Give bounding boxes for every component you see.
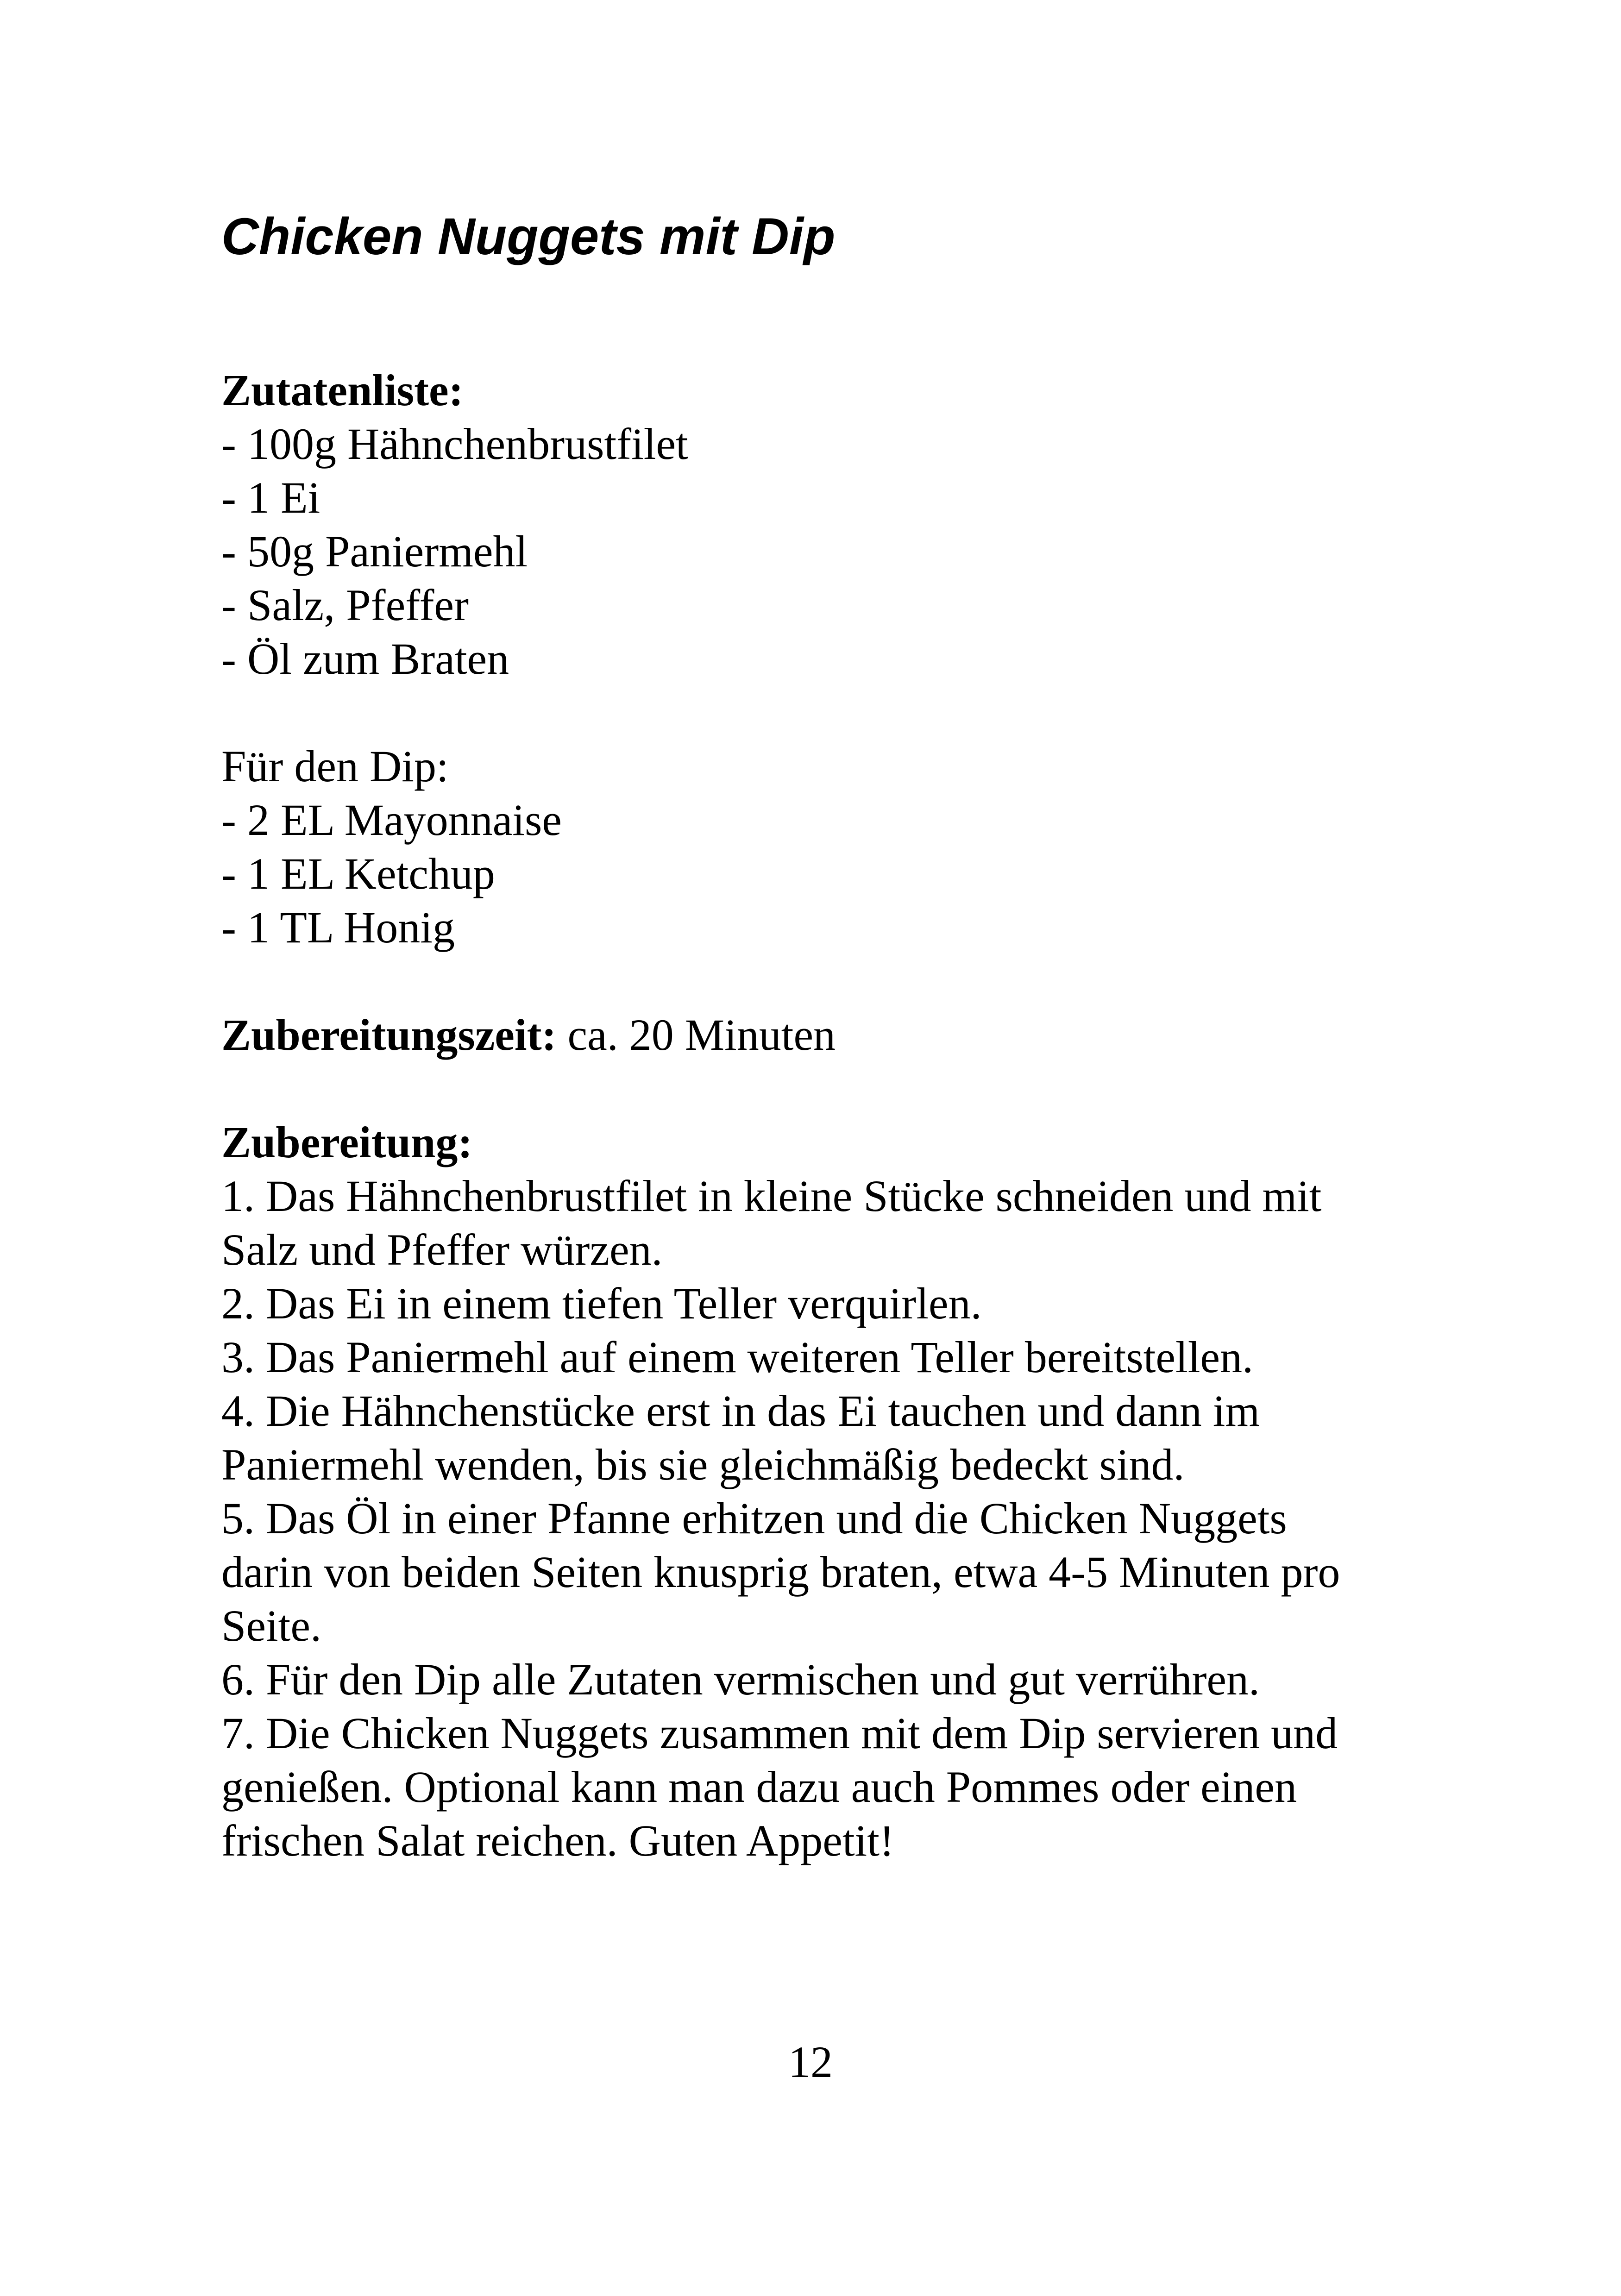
recipe-body xyxy=(221,364,1426,1868)
preparation-line: genießen. Optional kann man dazu auch Pommes oder einen xyxy=(221,1762,1297,1812)
preparation-line: Paniermehl wenden, bis sie gleichmäßig bedeckt sind. xyxy=(221,1440,1185,1489)
preparation-line: 4. Die Hähnchenstücke erst in das Ei tauchen und dann im xyxy=(221,1386,1260,1436)
spacer xyxy=(221,954,1426,1008)
ingredient-item: - 50g Paniermehl xyxy=(221,527,528,576)
dip-item: - 1 EL Ketchup xyxy=(221,849,495,898)
ingredient-item: - 1 Ei xyxy=(221,473,320,522)
preparation-line: 5. Das Öl in einer Pfanne erhitzen und die Chicken Nuggets xyxy=(221,1493,1287,1543)
dip-item: - 2 EL Mayonnaise xyxy=(221,795,562,845)
recipe-title: Chicken Nuggets mit Dip xyxy=(221,207,836,265)
spacer xyxy=(221,686,1426,740)
ingredient-item: - 100g Hähnchenbrustfilet xyxy=(221,419,688,469)
ingredient-item: - Öl zum Braten xyxy=(221,634,509,684)
prep-time-label: Zubereitungszeit: xyxy=(221,1010,557,1060)
preparation-line: 1. Das Hähnchenbrustfilet in kleine Stücke schneiden und mit xyxy=(221,1171,1322,1221)
spacer xyxy=(221,1062,1426,1116)
preparation-line: 3. Das Paniermehl auf einem weiteren Teller bereitstellen. xyxy=(221,1332,1253,1382)
page-number: 12 xyxy=(788,2037,833,2087)
ingredients-heading: Zutatenliste: xyxy=(221,365,464,415)
preparation-line: Salz und Pfeffer würzen. xyxy=(221,1225,663,1274)
prep-time-line xyxy=(221,1008,1426,1062)
preparation-line: 6. Für den Dip alle Zutaten vermischen und gut verrühren. xyxy=(221,1655,1260,1704)
dip-heading: Für den Dip: xyxy=(221,741,449,791)
ingredient-item: - Salz, Pfeffer xyxy=(221,580,469,630)
preparation-line: 2. Das Ei in einem tiefen Teller verquirlen. xyxy=(221,1279,982,1328)
preparation-heading: Zubereitung: xyxy=(221,1117,473,1167)
prep-time-value: ca. 20 Minuten xyxy=(567,1010,836,1060)
dip-item: - 1 TL Honig xyxy=(221,903,455,952)
preparation-line: 7. Die Chicken Nuggets zusammen mit dem Dip servieren und xyxy=(221,1708,1338,1758)
preparation-line: frischen Salat reichen. Guten Appetit! xyxy=(221,1816,894,1865)
preparation-line: darin von beiden Seiten knusprig braten, etwa 4-5 Minuten pro xyxy=(221,1547,1340,1597)
preparation-line: Seite. xyxy=(221,1601,321,1650)
